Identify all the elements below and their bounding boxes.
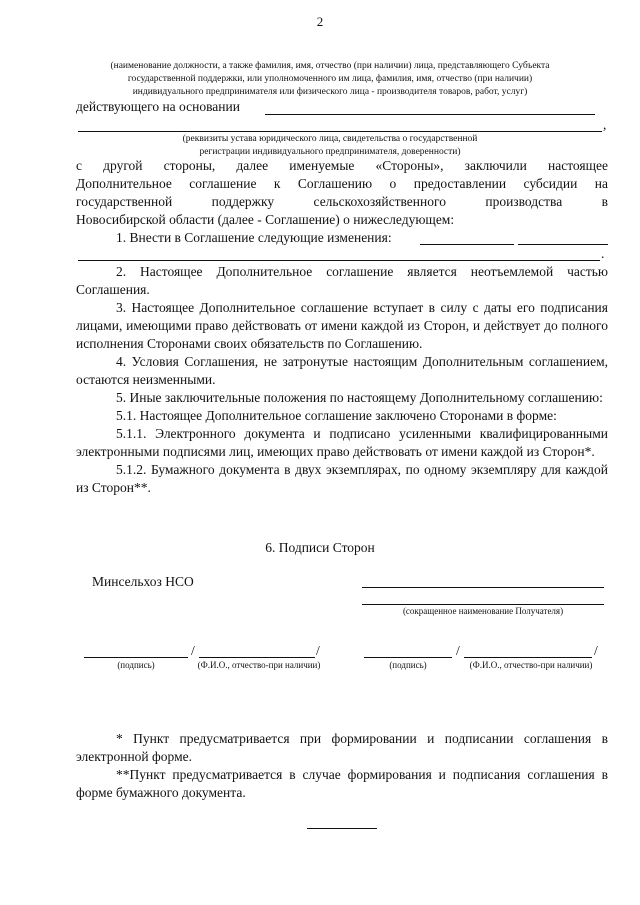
intro-line: Дополнительное соглашение к Соглашению о предоставлении субсидии на (76, 176, 608, 191)
intro-line: Новосибирской области (далее - Соглашение) о нижеследующем: (76, 212, 455, 227)
recipient-fio-line (464, 657, 592, 658)
item-5-1-1: 5.1.1. Электронного документа и подписано усиленными квалифицированными электронными подписями лиц, имеющих право действовать от имени каждой из Сторон*. (76, 426, 608, 459)
intro-line: с другой стороны, далее именуемые «Стороны», заключили настоящее (76, 158, 608, 173)
ministry-fio-line (199, 657, 315, 658)
representative-note-line: индивидуального предпринимателя или физического лица - производителя товаров, работ, услуг) (132, 87, 528, 97)
terms-block (76, 263, 608, 497)
item-5: 5. Иные заключительные положения по настоящему Дополнительному соглашению: (116, 390, 603, 405)
representative-note-line: государственной поддержки, или уполномоченного им лица, фамилия, имя, отчество (при наличии) (127, 74, 533, 84)
ministry-signature-caption: (подпись) (117, 660, 155, 670)
footnote-paper: **Пункт предусматривается в случае формирования и подписания соглашения в форме бумажного документа. (76, 767, 608, 800)
changes-blank-line (78, 260, 600, 261)
recipient-fio-caption: (Ф.И.О., отчество-при наличии) (469, 660, 593, 670)
page-number: 2 (316, 14, 324, 29)
slash: / (594, 643, 598, 658)
slash: / (316, 643, 320, 658)
representative-note (60, 60, 600, 99)
recipient-name-line (362, 587, 604, 588)
requisites-note-line: (реквизиты устава юридического лица, свидетельства о государственной (182, 134, 478, 144)
representative-note-line: (наименование должности, а также фамилия, имя, отчество (при наличии) лица, представляющего Субъекта (110, 61, 550, 71)
comma: , (603, 117, 607, 132)
recipient-signature-caption: (подпись) (389, 660, 427, 670)
slash: / (456, 643, 460, 658)
item-4: 4. Условия Соглашения, не затронутые настоящим Дополнительным соглашением, остаются неизменными. (76, 354, 608, 387)
intro-paragraph (76, 157, 608, 229)
requisites-blank-line (78, 131, 602, 132)
ministry-name: Минсельхоз НСО (92, 574, 194, 589)
item-1: 1. Внести в Соглашение следующие изменения: (116, 230, 392, 245)
signatures-title: 6. Подписи Сторон (265, 540, 375, 555)
period: . (601, 246, 605, 261)
item-5-1: 5.1. Настоящее Дополнительное соглашение заключено Сторонами в форме: (116, 408, 557, 423)
intro-line: государственной поддержку сельскохозяйственного производства в (76, 194, 608, 209)
acting-basis-label: действующего на основании (76, 99, 240, 114)
footnote-electronic: * Пункт предусматривается при формировании и подписании соглашения в электронной форме. (76, 731, 608, 764)
item-3: 3. Настоящее Дополнительное соглашение вступает в силу с даты его подписания лицами, имеющими право действовать от имени каждой из Сторон, и действует до полного исполнения Сторонами своих обязательств по Соглашению. (76, 300, 608, 351)
footnotes (76, 730, 608, 802)
basis-blank-line (265, 114, 595, 115)
ministry-signature-line (84, 657, 188, 658)
requisites-note (150, 133, 510, 159)
recipient-signature-line (364, 657, 452, 658)
item-1-blank-line (420, 244, 514, 245)
closing-rule (307, 828, 377, 829)
item-1-blank-line (518, 244, 608, 245)
recipient-name-line (362, 604, 604, 605)
requisites-note-line: регистрации индивидуального предпринимателя, доверенности) (199, 147, 461, 157)
item-5-1-2: 5.1.2. Бумажного документа в двух экземплярах, по одному экземпляру для каждой из Сторон**. (76, 462, 608, 495)
ministry-fio-caption: (Ф.И.О., отчество-при наличии) (197, 660, 321, 670)
item-2: 2. Настоящее Дополнительное соглашение является неотъемлемой частью Соглашения. (76, 264, 608, 297)
slash: / (191, 643, 195, 658)
recipient-caption: (сокращенное наименование Получателя) (402, 606, 564, 616)
